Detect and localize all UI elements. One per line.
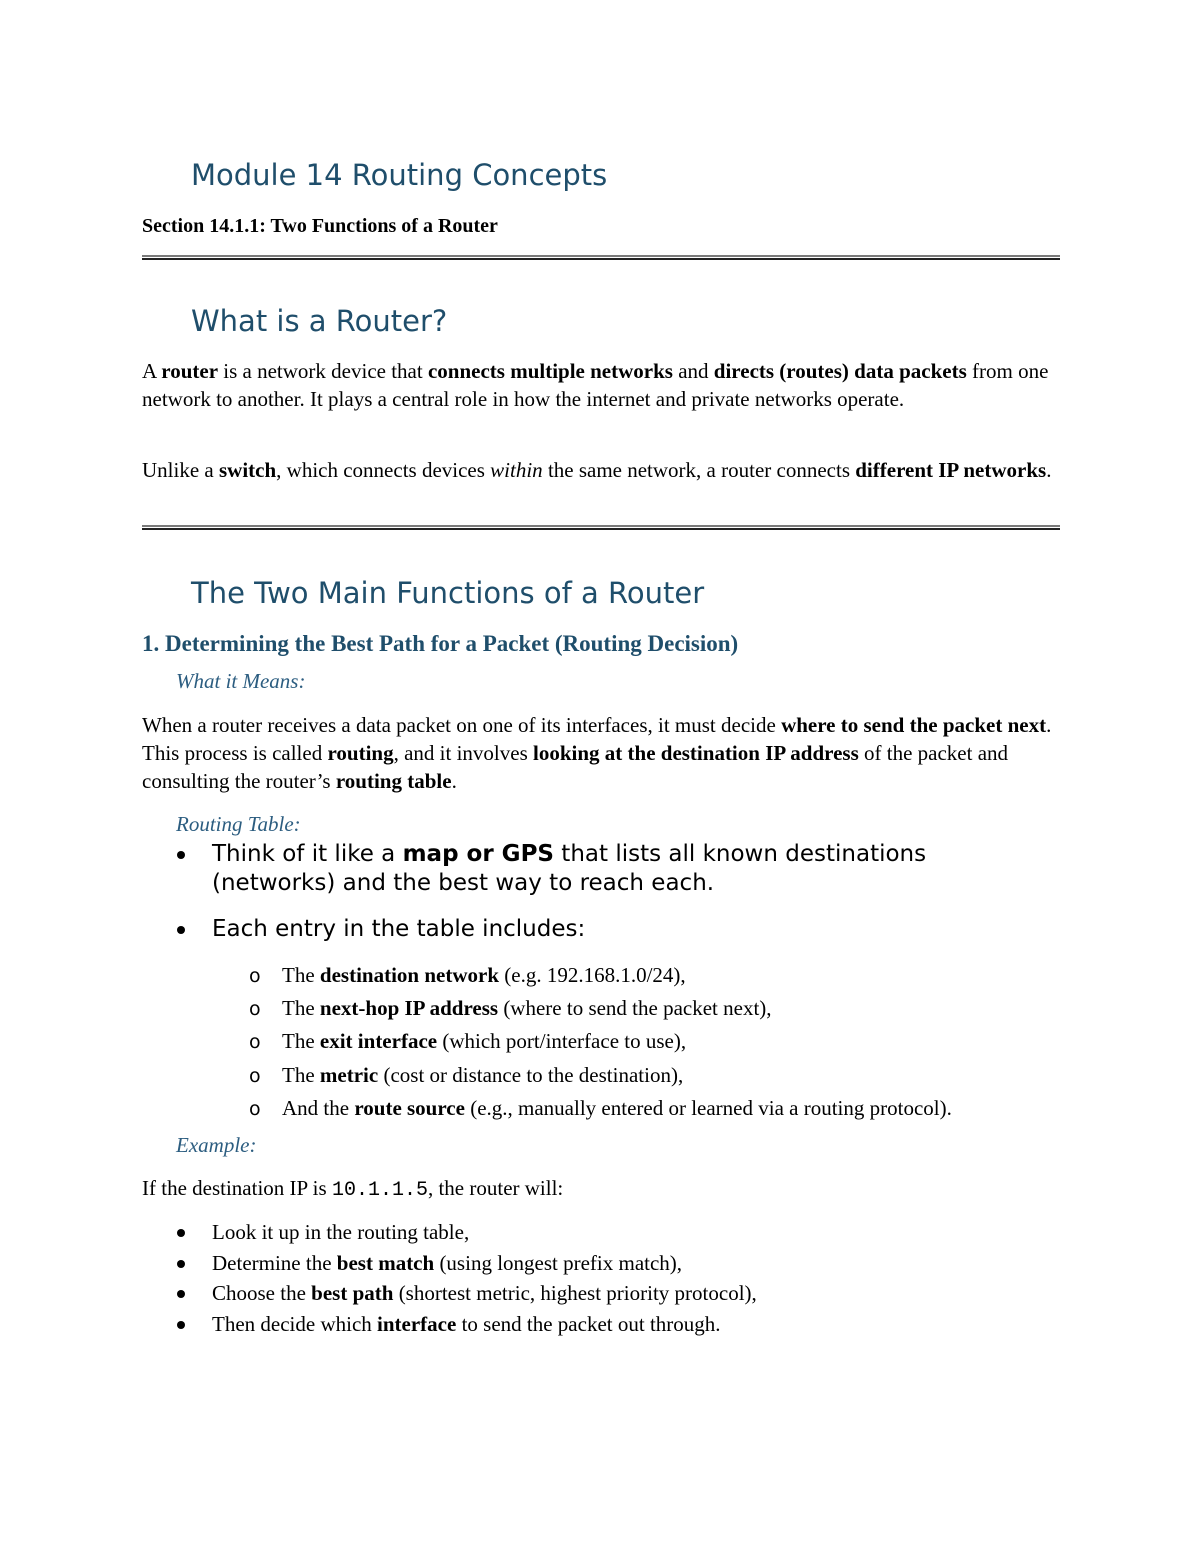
text-run: (which port/interface to use),: [437, 1029, 687, 1054]
example-step-item: [212, 1222, 469, 1243]
text-run: And the: [282, 1095, 355, 1120]
bold-term: exit interface: [319, 1029, 438, 1054]
routing-table-label: Routing Table:: [176, 812, 301, 836]
text-run: Unlike a: [142, 458, 219, 482]
text-run: from one network to another. It plays a central role in how the internet and private networks operate.: [142, 359, 1049, 411]
text-run: Determine the: [212, 1250, 337, 1275]
text-run: of the packet and consulting the router’s: [142, 741, 1009, 793]
text-run: , and it involves: [393, 741, 533, 765]
sub-bullet-icon: o: [249, 1031, 261, 1054]
text-run: (e.g., manually entered or learned via a routing protocol).: [464, 1095, 952, 1120]
text-run: The: [282, 1029, 320, 1054]
bold-term: best path: [311, 1281, 394, 1306]
bullet-icon: [177, 1321, 185, 1329]
bold-term: next-hop IP address: [319, 996, 499, 1021]
routing-explanation-paragraph: [142, 711, 1067, 795]
switch-comparison-paragraph: [142, 456, 1067, 484]
text-run: .: [451, 769, 457, 793]
router-definition-paragraph: [142, 357, 1067, 413]
text-run: (cost or distance to the destination),: [378, 1062, 684, 1087]
text-run: , the router will:: [427, 1176, 564, 1200]
example-step-item: [212, 1314, 721, 1335]
text-run: The: [282, 963, 320, 987]
text-run: (where to send the packet next),: [498, 996, 772, 1021]
bullet-icon: [177, 1290, 185, 1298]
bold-term: best match: [336, 1250, 435, 1275]
text-run: .: [1046, 458, 1052, 482]
bold-term: destination network: [319, 963, 500, 987]
what-it-means-label: What it Means:: [176, 669, 306, 693]
text-run: (shortest metric, highest priority protocol),: [393, 1281, 757, 1306]
horizontal-rule: [142, 525, 1060, 530]
page-title: Module 14 Routing Concepts: [191, 158, 608, 192]
routing-table-bullet-1: [212, 840, 992, 898]
text-run: (e.g. 192.168.1.0/24),: [499, 963, 686, 987]
routing-entry-item: [282, 998, 772, 1019]
bold-term: where to send the packet next: [781, 713, 1047, 737]
bold-term: different IP networks: [855, 458, 1047, 482]
text-run: Think of it like a: [212, 841, 403, 867]
text-run: If the destination IP is: [142, 1176, 332, 1200]
sub-bullet-icon: o: [249, 1097, 261, 1120]
ip-address-code: 10.1.1.5: [331, 1179, 428, 1202]
text-run: and: [672, 359, 714, 383]
text-run: is a network device that: [218, 359, 428, 383]
sub-bullet-icon: o: [249, 965, 261, 987]
bold-term: switch: [218, 458, 277, 482]
section-heading: Section 14.1.1: Two Functions of a Router: [142, 215, 498, 237]
text-run: the same network, a router connects: [542, 458, 856, 482]
two-functions-heading: The Two Main Functions of a Router: [191, 576, 705, 610]
sub-bullet-icon: o: [249, 998, 261, 1021]
bold-term: metric: [319, 1062, 379, 1087]
sub-bullet-icon: o: [249, 1064, 261, 1087]
bold-term: interface: [377, 1312, 457, 1337]
routing-entry-item: [282, 965, 686, 986]
example-intro-line: [142, 1178, 563, 1201]
bullet-icon: [177, 926, 185, 934]
bullet-icon: [177, 1229, 185, 1237]
bullet-icon: [177, 851, 185, 859]
bold-term: route source: [354, 1095, 465, 1120]
bold-term: routing table: [335, 769, 452, 793]
text-run: . This process is called: [142, 713, 1052, 765]
text-run: When a router receives a data packet on one of its interfaces, it must decide: [142, 713, 782, 737]
text-run: Then decide which: [212, 1312, 378, 1337]
bullet-icon: [177, 1260, 185, 1268]
text-run: Look it up in the routing table,: [212, 1220, 470, 1244]
text-run: that lists all known destinations (networks) and the best way to reach each.: [212, 841, 927, 896]
bold-term: looking at the destination IP address: [533, 741, 859, 765]
bold-term: router: [161, 359, 219, 383]
horizontal-rule: [142, 255, 1060, 260]
routing-entry-item: [282, 1095, 952, 1120]
function-1-heading: 1. Determining the Best Path for a Packet (Routing Decision): [142, 631, 739, 656]
italic-term: within: [490, 458, 543, 482]
what-is-router-heading: What is a Router?: [191, 304, 448, 338]
routing-table-bullet-2: Each entry in the table includes:: [212, 916, 586, 942]
text-run: The: [282, 996, 320, 1021]
text-run: (using longest prefix match),: [434, 1250, 683, 1275]
text-run: to send the packet out through.: [456, 1312, 721, 1337]
example-step-item: [212, 1283, 757, 1304]
text-run: Choose the: [212, 1281, 312, 1306]
bold-term: connects multiple networks: [427, 359, 673, 383]
bold-term: routing: [327, 741, 394, 765]
example-step-item: [212, 1250, 683, 1275]
text-run: The: [282, 1062, 320, 1087]
bold-term: map or GPS: [402, 841, 554, 867]
routing-entry-item: [282, 1062, 684, 1087]
text-run: , which connects devices: [276, 458, 491, 482]
text-run: A: [142, 359, 162, 383]
routing-entry-item: [282, 1031, 686, 1052]
example-label: Example:: [176, 1133, 257, 1157]
bold-term: directs (routes) data packets: [713, 359, 967, 383]
